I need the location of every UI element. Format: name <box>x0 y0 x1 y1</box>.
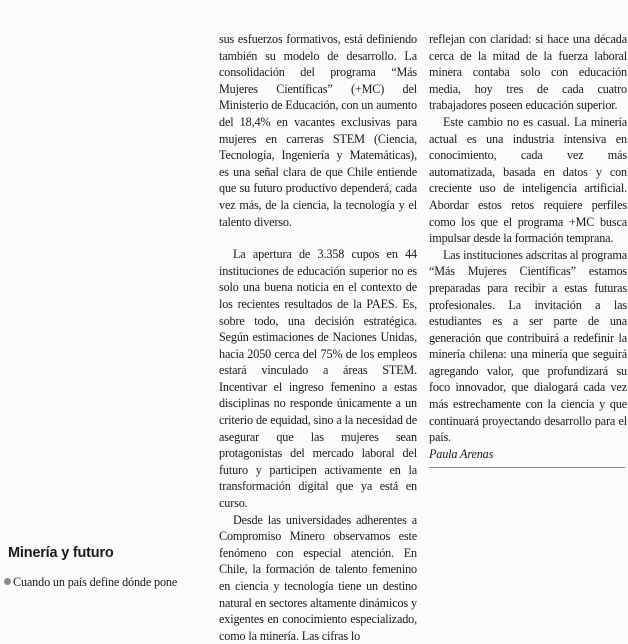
paragraph: Desde las universidades adherentes a Compromiso Minero observamos este fenómeno con especial atención. En Chile, la formación de talento femenino en ciencia y tecnología tiene un destino natural en sectores altamente dinámicos y exigentes en conocimiento especializado, como la minería. Las cifras lo <box>219 512 417 643</box>
paragraph: reflejan con claridad: si hace una década cerca de la mitad de la fuerza laboral minera contaba solo con educación media, hoy tres de cada cuatro trabajadores poseen educación superior. <box>429 32 627 113</box>
article-headline: Minería y futuro <box>8 545 114 561</box>
paragraph: Este cambio no es casual. La minería actual es una industria intensiva en conocimiento, cada vez más automatizada, basada en datos y con creciente uso de inteligencia artificial. Abordar estos retos requiere perfiles como los que el programa +MC busca impulsar desde la formación temprana. <box>429 114 627 246</box>
paragraph: sus esfuerzos formativos, está definiendo también su modelo de desarrollo. La consolidación del programa “Más Mujeres Científicas” (+MC) del Ministerio de Educación, con un aumento del 18,4% en vacantes exclusivas para mujeres en carreras STEM (Ciencia, Tecnología, Ingeniería y Matemáticas), es una señal clara de que Chile entiende que su futuro productivo dependerá, cada vez más, de la ciencia, la tecnología y el talento diverso. <box>219 32 417 229</box>
column-3 <box>429 31 627 462</box>
column-divider <box>429 467 625 468</box>
column-2 <box>219 31 417 644</box>
author-signature: Paula Arenas <box>429 446 494 461</box>
paragraph-text: Cuando un país define dónde pone <box>13 575 178 589</box>
paragraph: La apertura de 3.358 cupos en 44 instituciones de educación superior no es solo una buena noticia en el contexto de los recientes resultados de la PAES. Es, sobre todo, una decisión estratégica. Según estimaciones de Naciones Unidas, hacia 2050 cerca del 75% de los empleos estará vinculado a áreas STEM. Incentivar el ingreso femenino a estas disciplinas no responde únicamente a un criterio de equidad, sino a la necesidad de asegurar que las mujeres sean protagonistas del mercado laboral del futuro y participen activamente en la transformación digital que ya está en curso. <box>219 247 417 511</box>
paragraph: Las instituciones adscritas al programa “Más Mujeres Científicas” estamos preparadas para recibir a estas futuras profesionales. La invitación a las estudiantes es a ser parte de una generación que contribuirá a redefinir la minería chilena: una minería que seguirá agregando valor, que profundizará su foco innovador, que dialogará cada vez más estrechamente con la ciencia y que continuará proyectando desarrollo para el país. <box>429 247 627 445</box>
paragraph <box>4 574 204 591</box>
column-1 <box>4 544 204 591</box>
bullet-icon <box>4 578 11 585</box>
